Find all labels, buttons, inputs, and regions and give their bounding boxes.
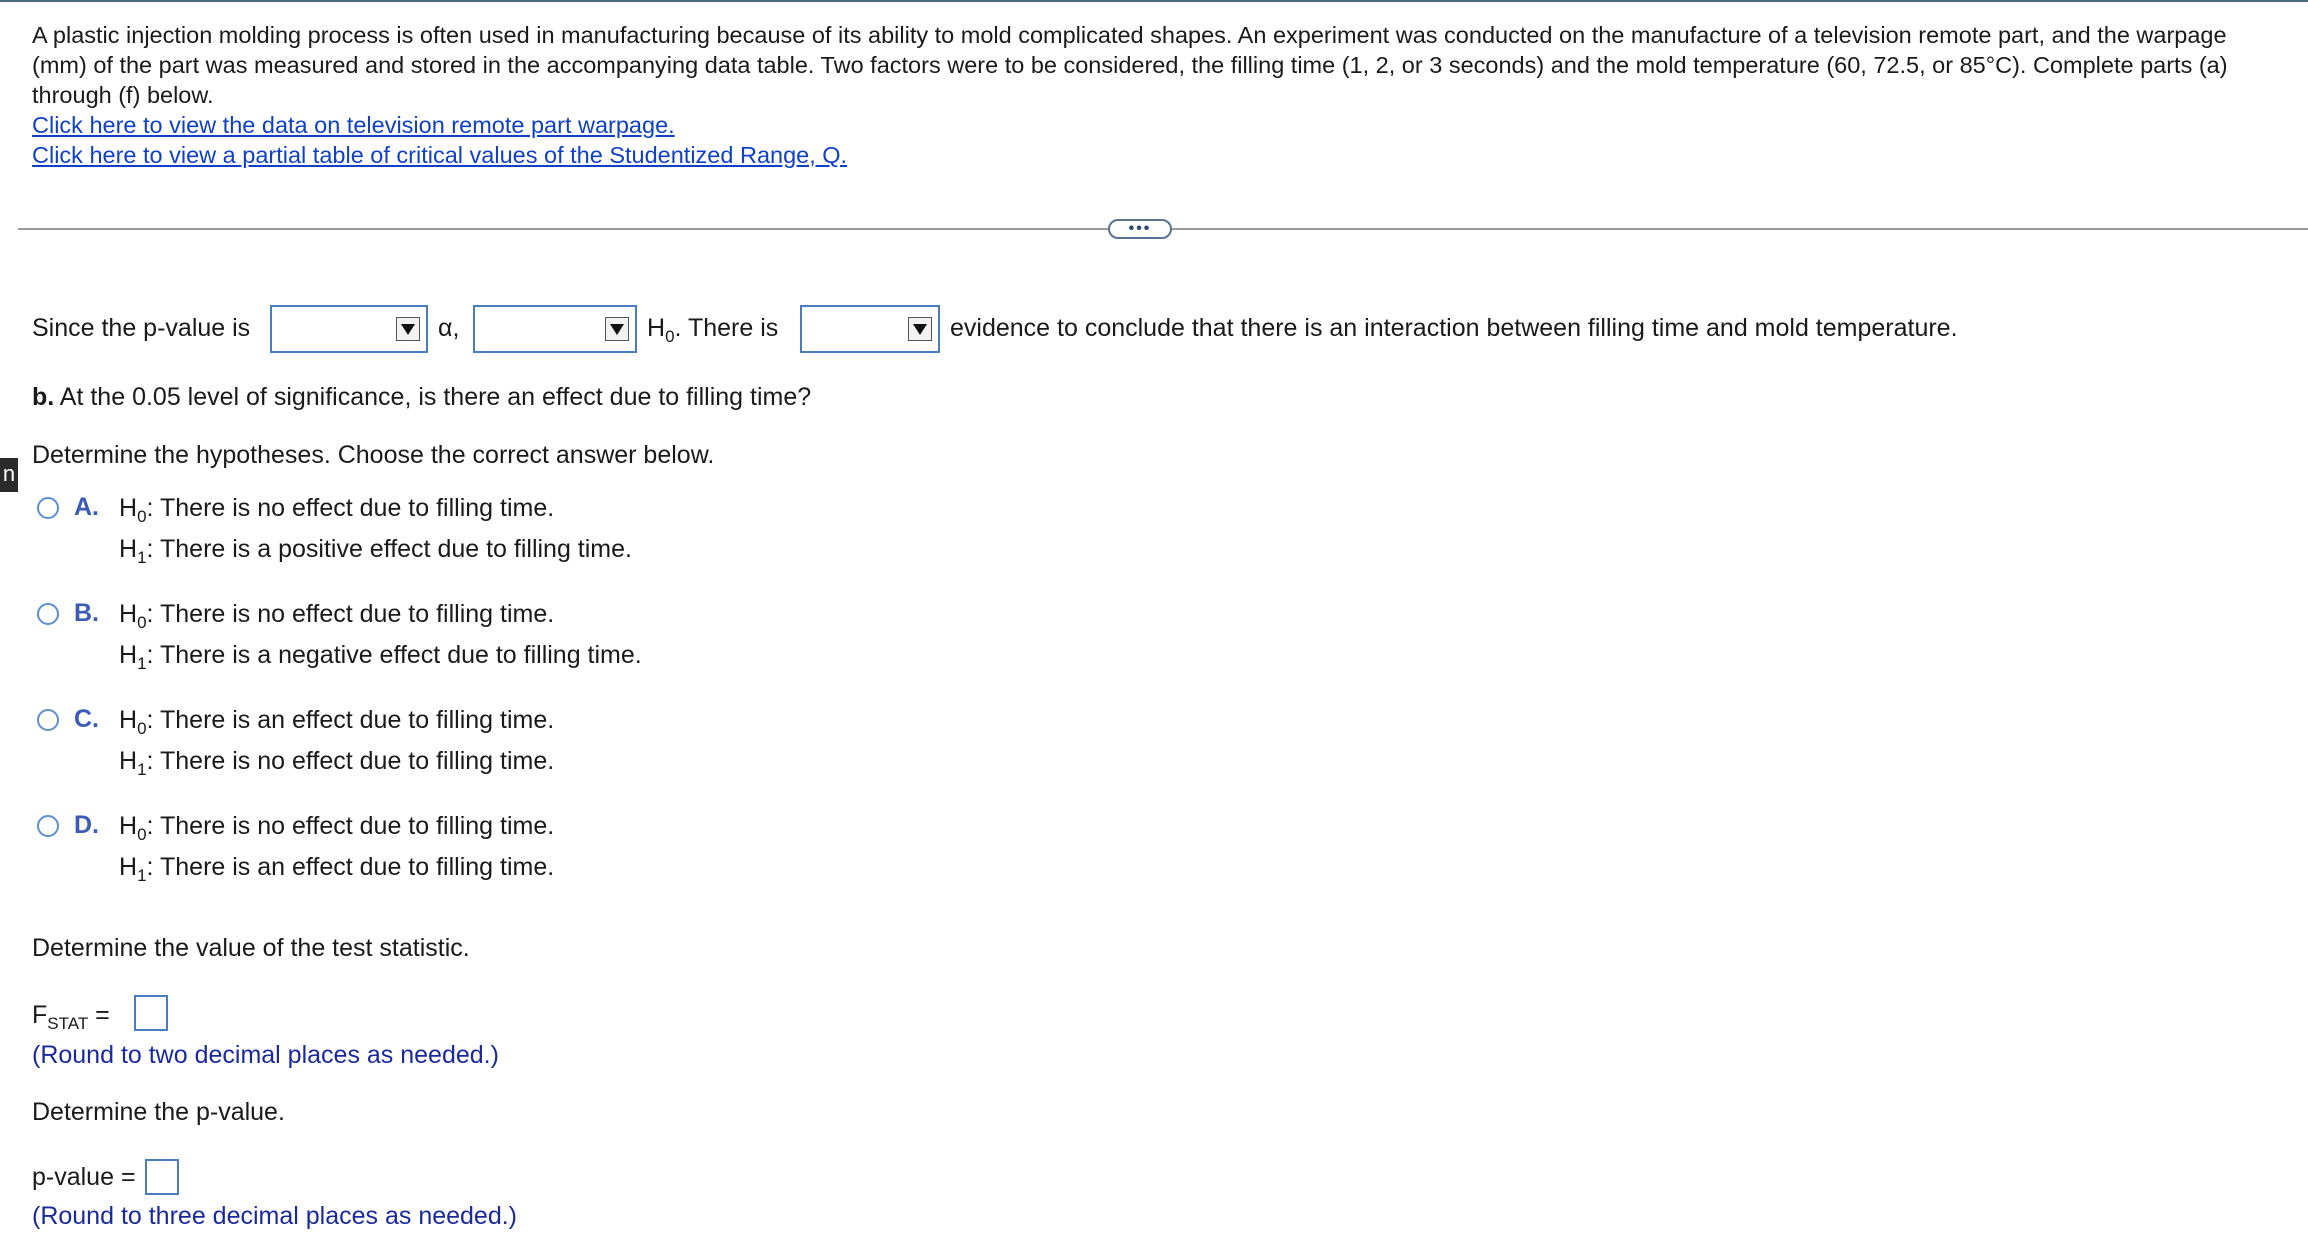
- chevron-down-icon: [396, 317, 420, 341]
- problem-intro: A plastic injection molding process is often used in manufacturing because of its ability to mold complicated shapes. An experiment was conducted on the manufacture of a television remote part, and the warpage (mm) of the part was measured and stored in the accompanying data table. Two factors were to be considered, the filling time (1, 2, or 3 seconds) and the mold temperature (60, 72.5, or 85°C). Complete parts (a) through (f) below.: [32, 22, 2228, 108]
- chevron-down-icon: [605, 317, 629, 341]
- pvalue-prompt: Determine the p-value.: [32, 1098, 285, 1126]
- option-b-h1: $H_1$: There is a negative effect due to filling time.: [119, 641, 642, 673]
- chevron-down-icon: [908, 317, 932, 341]
- option-a-h1: $H_1$: There is a positive effect due to filling time.: [119, 535, 632, 567]
- fstat-input[interactable]: [134, 995, 168, 1031]
- test-statistic-prompt: Determine the value of the test statistic.: [32, 934, 470, 962]
- conclusion-suffix: evidence to conclude that there is an interaction between filling time and mold temperature.: [950, 314, 1958, 342]
- round-three-note: (Round to three decimal places as needed.): [32, 1202, 518, 1230]
- data-table-link[interactable]: Click here to view the data on television remote part warpage.: [32, 112, 675, 138]
- option-b-letter: B.: [74, 599, 99, 627]
- alpha-symbol: α,: [438, 314, 460, 342]
- part-b-question: b. At the 0.05 level of significance, is there an effect due to filling time?: [32, 383, 812, 411]
- critical-values-link[interactable]: Click here to view a partial table of critical values of the Studentized Range, Q.: [32, 142, 848, 168]
- option-d-radio[interactable]: [37, 815, 59, 837]
- option-c-radio[interactable]: [37, 709, 59, 731]
- pvalue-label: p-value =: [32, 1163, 136, 1191]
- resource-links: [32, 110, 847, 170]
- option-d-h1: $H_1$: There is an effect due to filling time.: [119, 853, 555, 885]
- h0-decision-dropdown[interactable]: [473, 305, 637, 353]
- option-d-letter: D.: [74, 811, 99, 839]
- conclusion-prefix: Since the p-value is: [32, 314, 251, 342]
- option-c-h1: $H_1$: There is no effect due to filling time.: [119, 747, 555, 779]
- evidence-dropdown[interactable]: [800, 305, 940, 353]
- h0-conclusion-label: $H_0$. There is: [647, 314, 779, 346]
- more-options-button[interactable]: •••: [1108, 219, 1172, 239]
- option-a-radio[interactable]: [37, 497, 59, 519]
- round-two-note: (Round to two decimal places as needed.): [32, 1041, 499, 1069]
- option-d-h0: $H_0$: There is no effect due to filling time.: [119, 812, 555, 844]
- hypotheses-prompt: Determine the hypotheses. Choose the correct answer below.: [32, 441, 715, 469]
- option-b-h0: $H_0$: There is no effect due to filling time.: [119, 600, 555, 632]
- fstat-label: $F_{STAT}$ =: [32, 1001, 110, 1033]
- option-b-radio[interactable]: [37, 603, 59, 625]
- top-rule: [0, 0, 2308, 2]
- option-c-h0: $H_0$: There is an effect due to filling time.: [119, 706, 555, 738]
- option-c-letter: C.: [74, 705, 99, 733]
- option-a-h0: $H_0$: There is no effect due to filling time.: [119, 494, 555, 526]
- option-a-letter: A.: [74, 493, 99, 521]
- pvalue-input[interactable]: [145, 1159, 179, 1195]
- pvalue-comparison-dropdown[interactable]: [270, 305, 428, 353]
- side-tab[interactable]: n: [0, 458, 18, 492]
